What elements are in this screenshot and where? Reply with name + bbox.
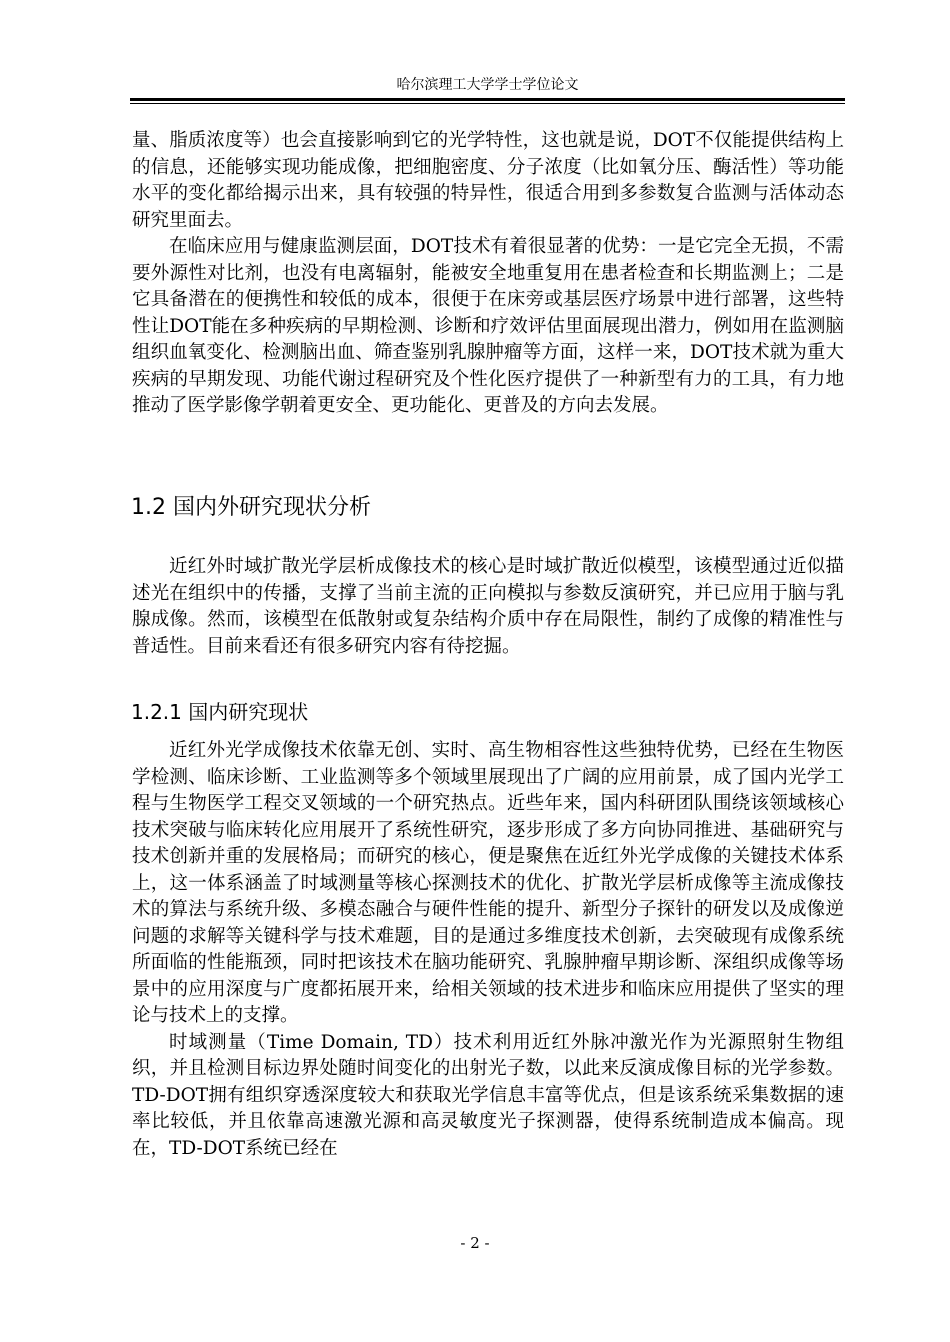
- section-intro: [132, 554, 844, 660]
- header-rule-thin: [130, 103, 845, 104]
- paragraph-td-diffusion-model: 近红外时域扩散光学层析成像技术的核心是时域扩散近似模型，该模型通过近似描述光在组织中的传播，支撑了当前主流的正向模拟与参数反演研究，并已应用于脑与乳腺成像。然而，该模型在低散射或复杂结构介质中存在局限性，制约了成像的精准性与普适性。目前来看还有很多研究内容有待挖掘。: [132, 556, 844, 657]
- page-number: - 2 -: [460, 1234, 490, 1252]
- section-heading-1-2: 1.2 国内外研究现状分析: [131, 495, 371, 520]
- paragraph-time-domain: 时域测量（Time Domain, TD）技术利用近红外脉冲激光作为光源照射生物组织，并且检测目标边界处随时间变化的出射光子数，以此来反演成像目标的光学参数。TD-DOT拥有组织穿透深度较大和获取光学信息丰富等优点，但是该系统采集数据的速率比较低，并且依靠高速激光源和高灵敏度光子探测器，使得系统制造成本偏高。现在，TD-DOT系统已经在: [132, 1031, 844, 1159]
- paragraph-domestic-research: 近红外光学成像技术依靠无创、实时、高生物相容性这些独特优势，已经在生物医学检测、临床诊断、工业监测等多个领域里展现出了广阔的应用前景，成了国内光学工程与生物医学工程交叉领域的一个研究热点。近些年来，国内科研团队围绕该领域核心技术突破与临床转化应用展开了系统性研究，逐步形成了多方向协同推进、基础研究与技术创新并重的发展格局；而研究的核心，便是聚焦在近红外光学成像的关键技术体系上，这一体系涵盖了时域测量等核心探测技术的优化、扩散光学层析成像等主流成像技术的算法与系统升级、多模态融合与硬件性能的提升、新型分子探针的研发以及成像逆问题的求解等关键科学与技术难题，目的是通过多维度技术创新，去突破现有成像系统所面临的性能瓶颈，同时把该技术在脑功能研究、乳腺肿瘤早期诊断、深组织成像等场景中的应用深度与广度都拓展开来，给相关领域的技术进步和临床应用提供了坚实的理论与技术上的支撑。: [132, 740, 844, 1026]
- paragraph-continuation: [132, 128, 844, 420]
- paragraph-dot-function-imaging: 量、脂质浓度等）也会直接影响到它的光学特性，这也就是说，DOT不仅能提供结构上的信息，还能够实现功能成像，把细胞密度、分子浓度（比如氧分压、酶活性）等功能水平的变化都给揭示出来，具有较强的特异性，很适合用到多参数复合监测与活体动态研究里面去。: [132, 130, 844, 231]
- paragraph-clinical-advantages: 在临床应用与健康监测层面，DOT技术有着很显著的优势：一是它完全无损，不需要外源性对比剂，也没有电离辐射，能被安全地重复用在患者检查和长期监测上；二是它具备潜在的便携性和较低的成本，很便于在床旁或基层医疗场景中进行部署，这些特性让DOT能在多种疾病的早期检测、诊断和疗效评估里面展现出潜力，例如用在监测脑组织血氧变化、检测脑出血、筛查鉴别乳腺肿瘤等方面，这样一来，DOT技术就为重大疾病的早期发现、功能代谢过程研究及个性化医疗提供了一种新型有力的工具，有力地推动了医学影像学朝着更安全、更功能化、更普及的方向去发展。: [132, 236, 844, 416]
- running-header: 哈尔滨理工大学学士学位论文: [396, 77, 579, 93]
- subsection-body: [132, 738, 844, 1162]
- subsection-heading-1-2-1: 1.2.1 国内研究现状: [131, 700, 309, 724]
- header-rule-thick: [130, 98, 845, 101]
